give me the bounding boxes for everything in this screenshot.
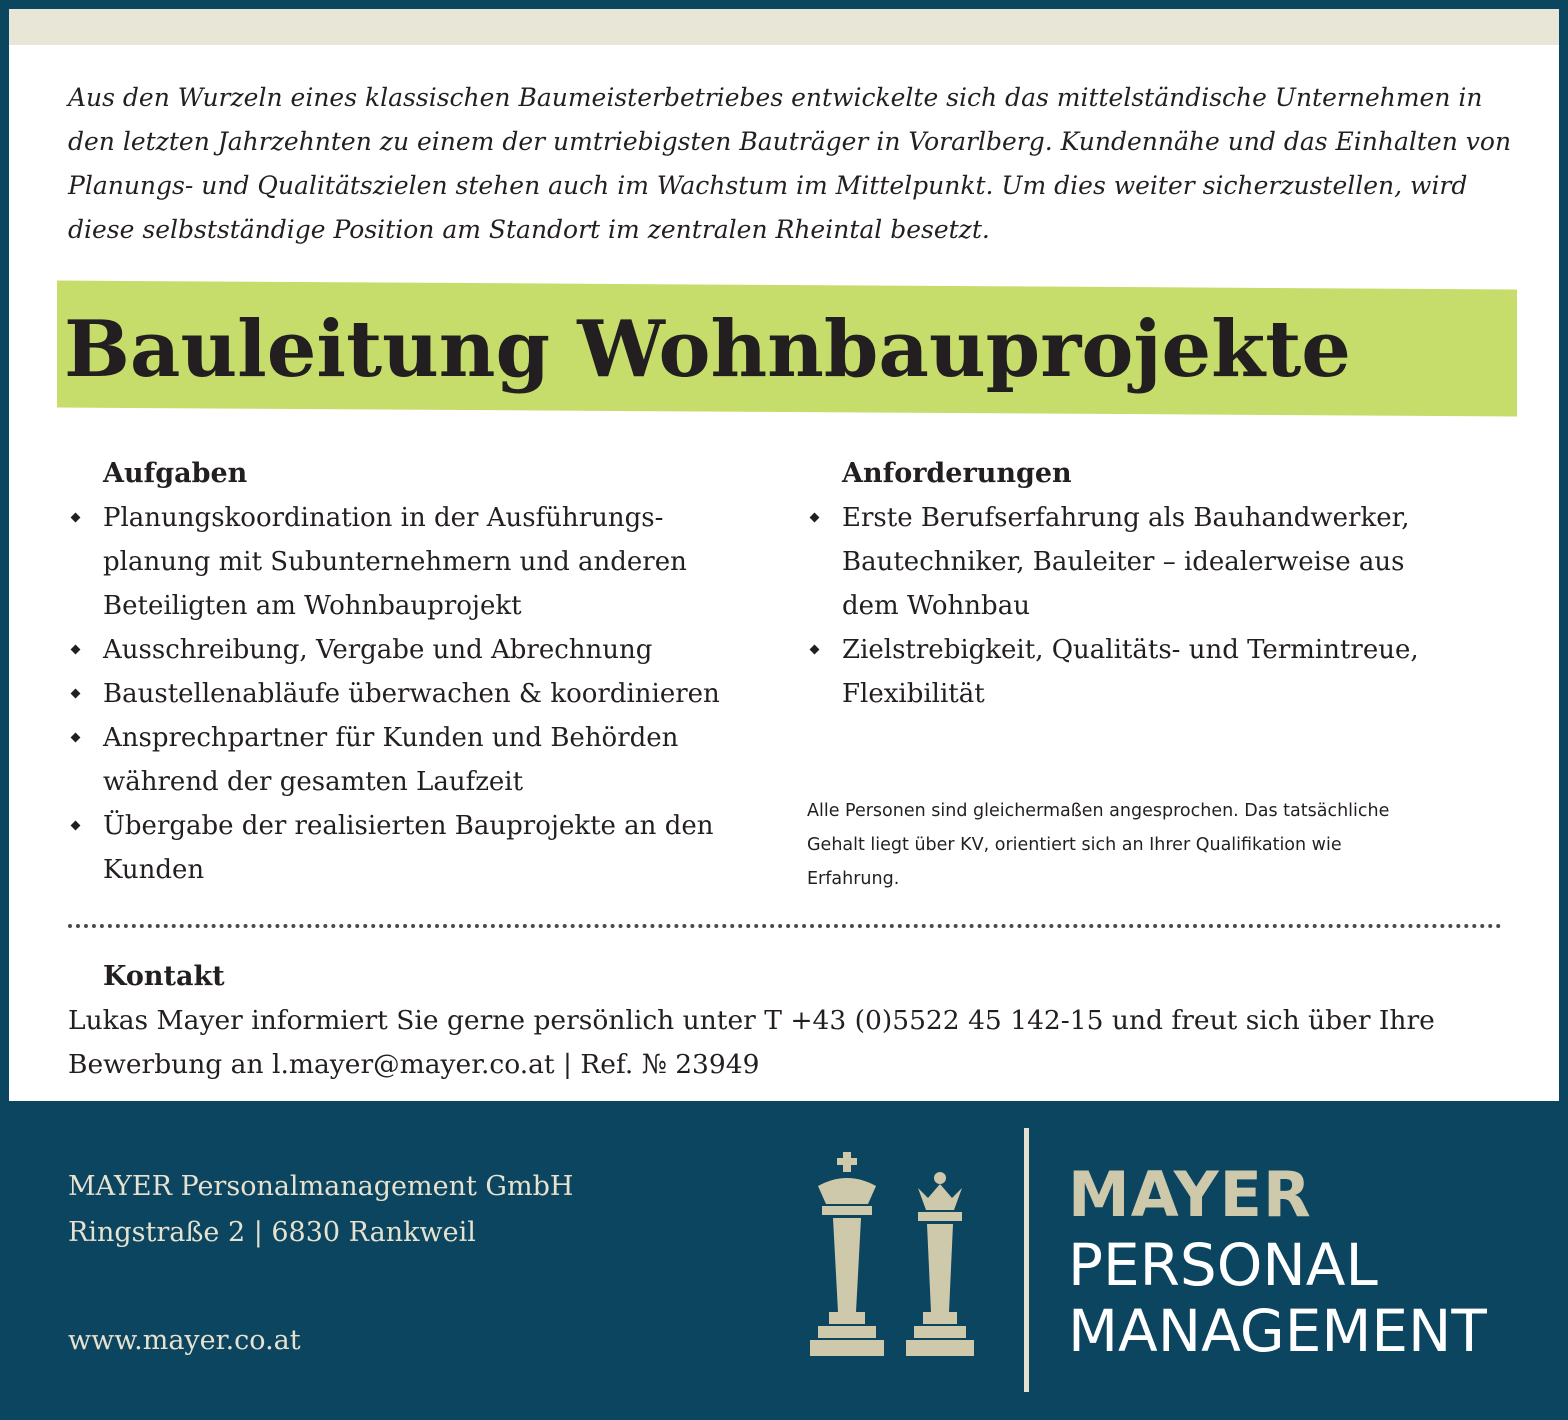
diamond-bullet-icon bbox=[810, 645, 820, 655]
logo-divider bbox=[1024, 1128, 1029, 1392]
logo-line-management: MANAGEMENT bbox=[1068, 1297, 1487, 1365]
diamond-bullet-icon bbox=[71, 645, 81, 655]
diamond-bullet-icon bbox=[71, 821, 81, 831]
diamond-bullet-icon bbox=[71, 513, 81, 523]
list-item-line: Zielstrebigkeit, Qualitäts- und Termintreue, bbox=[842, 635, 1419, 665]
list-item bbox=[68, 716, 788, 804]
diamond-bullet-icon bbox=[810, 513, 820, 523]
note-line: Erfahrung. bbox=[807, 869, 900, 889]
equal-opportunity-note bbox=[807, 794, 1507, 896]
contact-line: Lukas Mayer informiert Sie gerne persönlich unter T +43 (0)5522 45 142-15 und freut sich über Ihre bbox=[68, 1005, 1435, 1036]
list-item bbox=[68, 496, 788, 628]
requirements-heading: Anforderungen bbox=[842, 458, 1072, 489]
list-item-line: dem Wohnbau bbox=[842, 591, 1030, 621]
job-title: Bauleitung Wohnbauprojekte bbox=[64, 304, 1351, 395]
website-link[interactable]: www.mayer.co.at bbox=[68, 1325, 301, 1356]
diamond-bullet-icon bbox=[71, 733, 81, 743]
list-item bbox=[68, 804, 788, 892]
intro-line: Planungs- und Qualitätszielen stehen auch im Wachstum im Mittelpunkt. Um dies weiter sicherzustellen, wird bbox=[68, 171, 1468, 200]
list-item-line: Erste Berufserfahrung als Bauhandwerker, bbox=[842, 503, 1410, 533]
list-item bbox=[68, 628, 788, 672]
list-item-line: Ausschreibung, Vergabe und Abrechnung bbox=[103, 635, 653, 665]
list-item bbox=[807, 628, 1507, 716]
contact-heading: Kontakt bbox=[103, 961, 225, 992]
list-item-line: Beteiligten am Wohnbauprojekt bbox=[103, 591, 522, 621]
requirements-list bbox=[807, 496, 1507, 716]
company-name: MAYER Personalmanagement GmbH bbox=[68, 1171, 574, 1202]
company-address bbox=[68, 1164, 573, 1256]
diamond-bullet-icon bbox=[71, 689, 81, 699]
requirements-column bbox=[807, 452, 1507, 716]
list-item-line: Ansprechpartner für Kunden und Behörden bbox=[103, 723, 679, 753]
note-line: Alle Personen sind gleichermaßen angesprochen. Das tatsächliche bbox=[807, 801, 1390, 821]
tasks-column bbox=[68, 452, 788, 892]
list-item-line: Baustellenabläufe überwachen & koordinieren bbox=[103, 679, 720, 709]
logo-line-personal: PERSONAL bbox=[1068, 1231, 1378, 1299]
contact-text bbox=[68, 999, 1508, 1087]
list-item-line: Kunden bbox=[103, 855, 205, 885]
list-item-line: Flexibilität bbox=[842, 679, 985, 709]
logo-name: MAYER bbox=[1068, 1158, 1312, 1231]
list-item-line: Bautechniker, Bauleiter – idealerweise aus bbox=[842, 547, 1405, 577]
note-line: Gehalt liegt über KV, orientiert sich an Ihrer Qualifikation wie bbox=[807, 835, 1342, 855]
chess-king-and-queen-icon bbox=[800, 1152, 1000, 1362]
company-street: Ringstraße 2 | 6830 Rankweil bbox=[68, 1217, 476, 1248]
logo-wordmark bbox=[1068, 1158, 1487, 1364]
list-item bbox=[807, 496, 1507, 628]
intro-line: den letzten Jahrzehnten zu einem der umtriebigsten Bauträger in Vorarlberg. Kundennähe und das Einhalten von bbox=[68, 127, 1512, 156]
intro-line: diese selbstständige Position am Standort im zentralen Rheintal besetzt. bbox=[68, 215, 990, 244]
top-accent-bar bbox=[9, 9, 1559, 45]
tasks-heading: Aufgaben bbox=[103, 458, 248, 489]
list-item-line: während der gesamten Laufzeit bbox=[103, 767, 524, 797]
list-item bbox=[68, 672, 788, 716]
list-item-line: Planungskoordination in der Ausführungs- bbox=[103, 503, 664, 533]
intro-line: Aus den Wurzeln eines klassischen Baumeisterbetriebes entwickelte sich das mittelständische Unternehmen in bbox=[68, 83, 1483, 112]
tasks-list bbox=[68, 496, 788, 892]
dotted-divider bbox=[68, 924, 1502, 928]
list-item-line: planung mit Subunternehmern und anderen bbox=[103, 547, 687, 577]
intro-paragraph bbox=[68, 76, 1512, 252]
contact-line[interactable]: Bewerbung an l.mayer@mayer.co.at | Ref. № 23949 bbox=[68, 1049, 760, 1080]
list-item-line: Übergabe der realisierten Bauprojekte an den bbox=[103, 811, 714, 841]
